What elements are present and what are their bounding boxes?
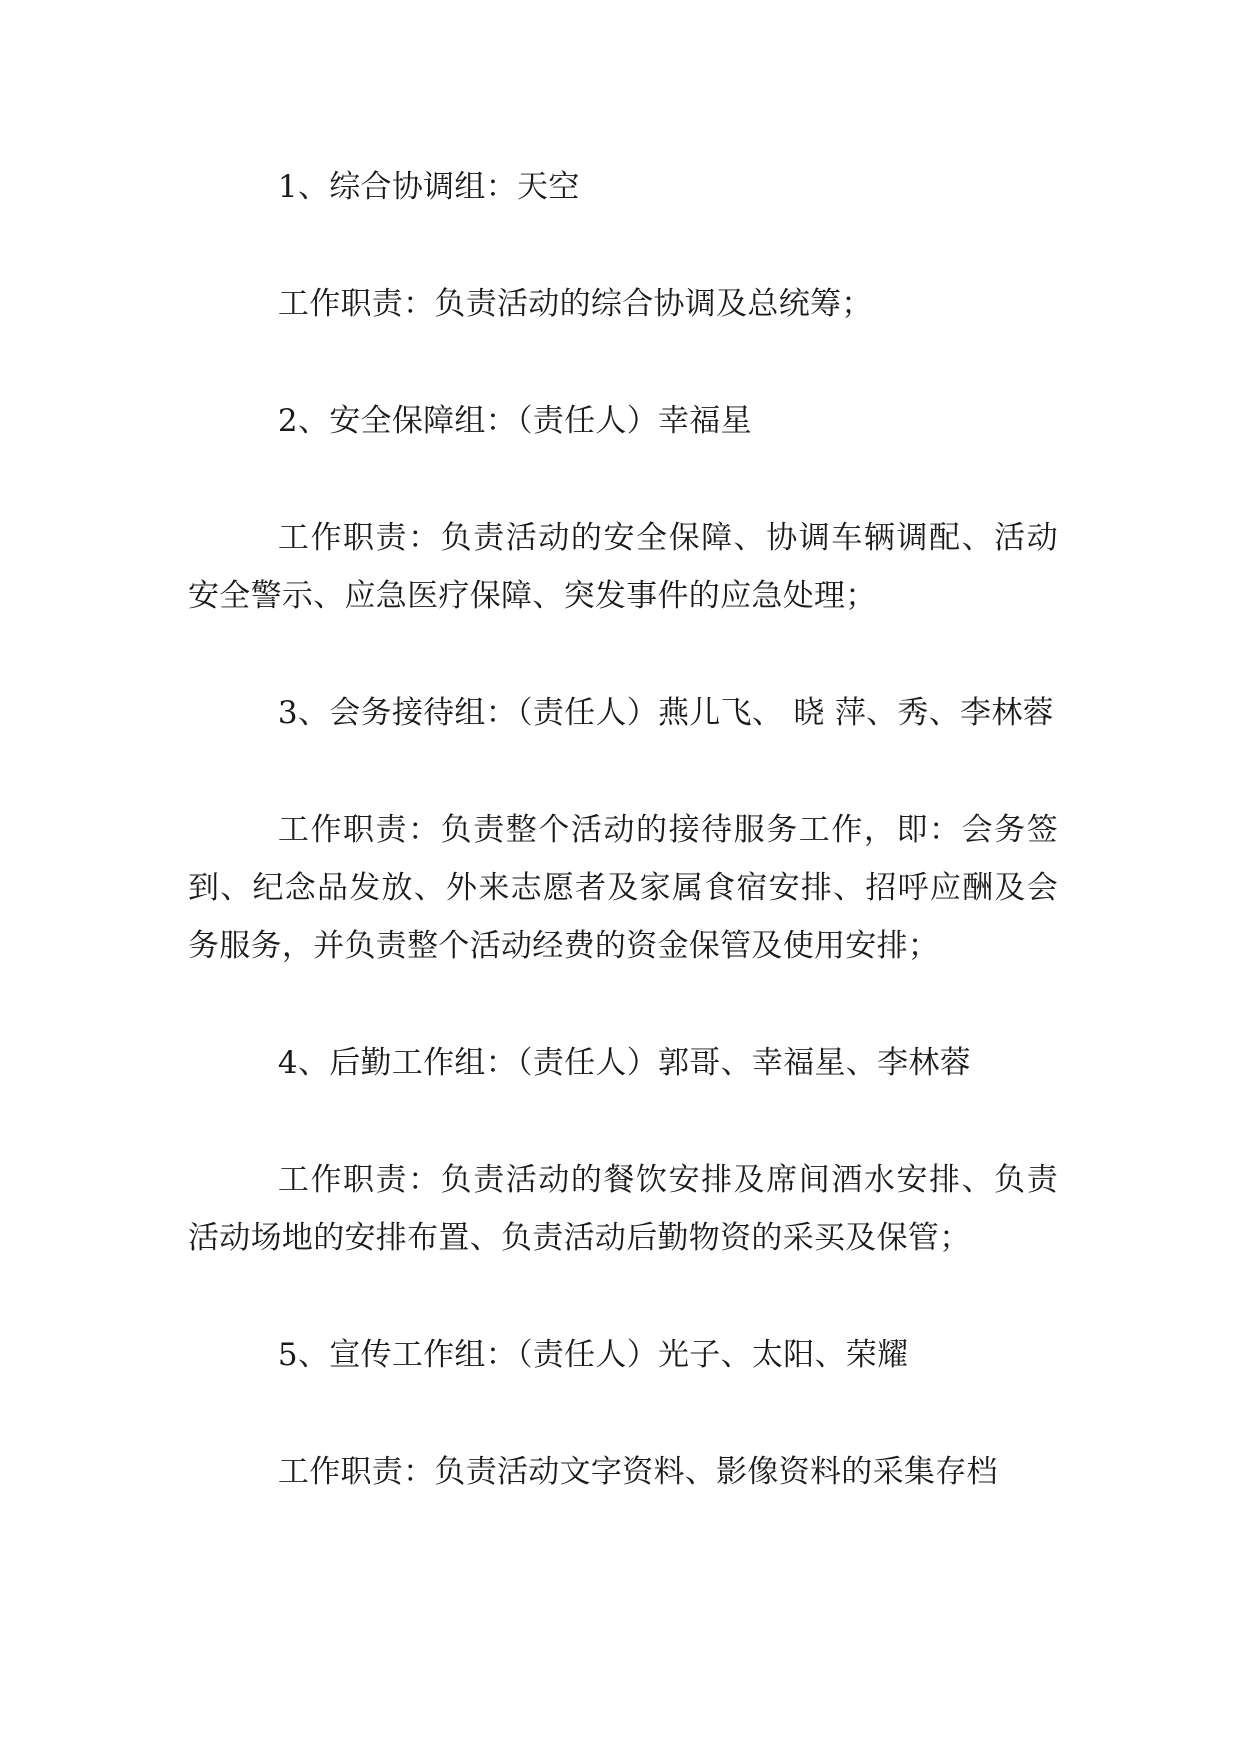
duty-safety: 工作职责：负责活动的安全保障、协调车辆调配、活动安全警示、应急医疗保障、突发事件的应急处理； (188, 520, 1058, 614)
group-heading-publicity: 5、宣传工作组：（责任人）光子、太阳、荣耀 (277, 1337, 909, 1373)
group-heading-reception: 3、会务接待组：（责任人）燕儿飞、 晓 萍、秀、李林蓉 (277, 695, 1054, 731)
duty-logistics: 工作职责：负责活动的餐饮安排及席间酒水安排、负责活动场地的安排布置、负责活动后勤物资的采买及保管； (188, 1162, 1058, 1256)
group-heading-logistics: 4、后勤工作组：（责任人）郭哥、幸福星、李林蓉 (277, 1045, 972, 1081)
duty-publicity: 工作职责：负责活动文字资料、影像资料的采集存档 (277, 1454, 998, 1490)
duty-reception: 工作职责：负责整个活动的接待服务工作，即：会务签到、纪念品发放、外来志愿者及家属食宿安排、招呼应酬及会务服务，并负责整个活动经费的资金保管及使用安排； (188, 812, 1058, 964)
duty-coordination: 工作职责：负责活动的综合协调及总统筹； (277, 286, 873, 322)
group-heading-safety: 2、安全保障组：（责任人）幸福星 (277, 403, 752, 439)
group-heading-coordination: 1、综合协调组：天空 (277, 169, 580, 205)
document-body (188, 158, 1058, 1560)
